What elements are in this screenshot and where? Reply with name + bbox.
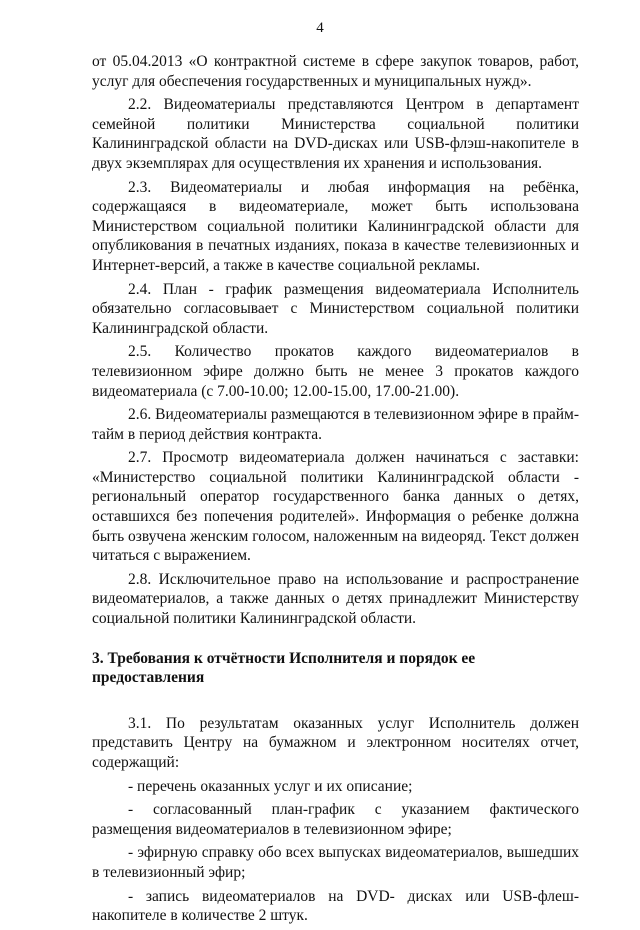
paragraph-2-3: 2.3. Видеоматериалы и любая информация на ребёнка, содержащаяся в видеоматериале, может быть использована Министерством социальной политики Калининградской области для опубликования в печатных изданиях, показа в качестве телевизионных и Интернет-версий, а также в качестве социальной рекламы.: [92, 178, 579, 274]
page-number: 4: [316, 20, 324, 36]
paragraph-2-7: 2.7. Просмотр видеоматериала должен начинаться с заставки: «Министерство социальной политики Калининградской области - региональный оператор государственного банка данных о детях, оставшихся без попечения родителей». Информация о ребенке должна быть озвучена женским голосом, наложенным на видеоряд. Текст должен читаться с выражением.: [92, 449, 579, 565]
paragraph-3-1: 3.1. По результатам оказанных услуг Исполнитель должен представить Центру на бумажном и электронном носителях отчет, содержащий:: [92, 714, 579, 771]
list-item: - запись видеоматериалов на DVD- дисках или USB-флеш-накопителе в количестве 2 штук.: [92, 887, 579, 925]
list-item: - эфирную справку обо всех выпусках видеоматериалов, вышедших в телевизионный эфир;: [92, 844, 579, 881]
paragraph-2-8: 2.8. Исключительное право на использование и распространение видеоматериалов, а также данных о детях принадлежит Министерству социальной политики Калининградской области.: [92, 570, 579, 628]
paragraph-2-5: 2.5. Количество прокатов каждого видеоматериалов в телевизионном эфире должно быть не менее 3 прокатов каждого видеоматериала (с 7.00-10.00; 12.00-15.00, 17.00-21.00).: [92, 343, 579, 400]
paragraph-2-4: 2.4. План - график размещения видеоматериала Исполнитель обязательно согласовывает с Министерством социальной политики Калининградской области.: [92, 280, 579, 337]
paragraph-2-2: 2.2. Видеоматериалы представляются Центром в департамент семейной политики Министерства социальной политики Калининградской области на DVD-дисках или USB-флэш-накопителе в двух экземплярах для осуществления их хранения и использования.: [92, 96, 579, 172]
paragraph-2-6: 2.6. Видеоматериалы размещаются в телевизионном эфире в прайм-тайм в период действия контракта.: [92, 406, 579, 443]
paragraph-law-reference: от 05.04.2013 «О контрактной системе в сфере закупок товаров, работ, услуг для обеспечения государственных и муниципальных нужд».: [92, 53, 579, 90]
document-body: [92, 52, 579, 930]
list-item: - согласованный план-график с указанием фактического размещения видеоматериалов в телевизионном эфире;: [92, 801, 579, 838]
list-item: - перечень оказанных услуг и их описание;: [128, 777, 413, 795]
section-3-heading: 3. Требования к отчётности Исполнителя и порядок ее предоставления: [92, 649, 476, 687]
